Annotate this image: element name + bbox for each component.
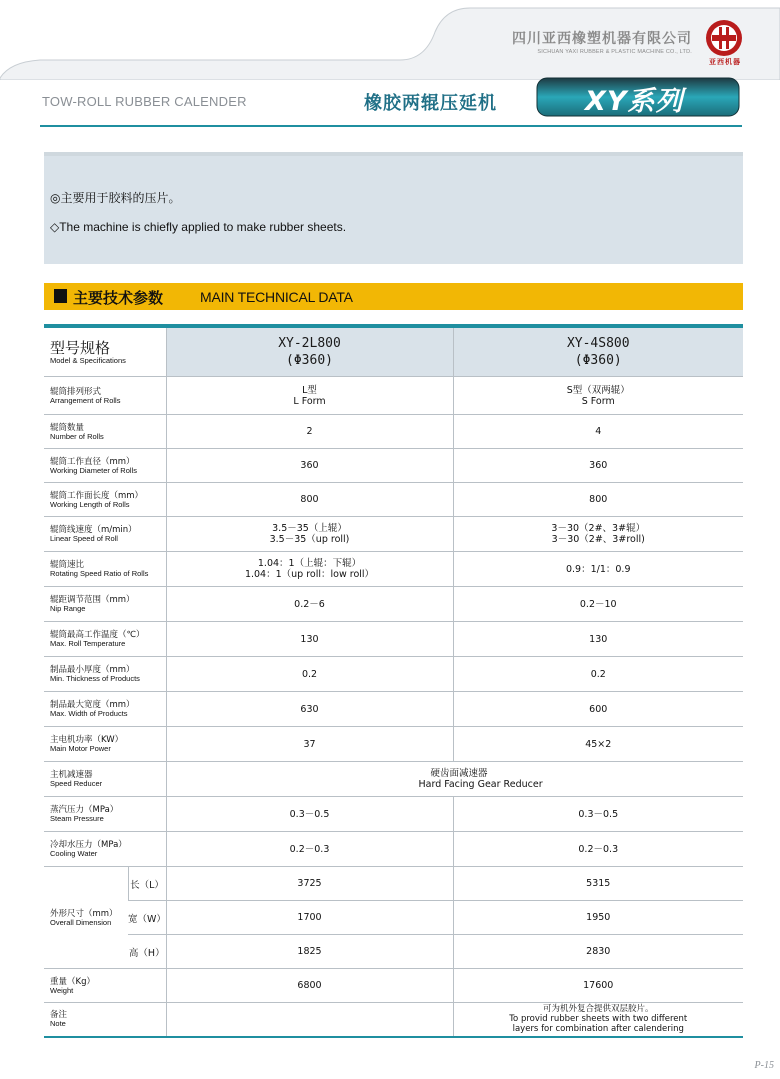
table-row	[44, 622, 743, 657]
cell-value: 630	[166, 692, 453, 727]
row-label-en: Overall Dimension	[50, 917, 112, 927]
cell-value: S型（双两辊）	[566, 384, 630, 396]
row-label-en: Number of Rolls	[50, 431, 104, 441]
row-label-cn: 冷却水压力（MPa）	[50, 840, 127, 850]
row-label-en: Min. Thickness of Products	[50, 674, 140, 683]
cell-value: 可为机外复合提供双层胶片。	[542, 1004, 654, 1015]
section-square-icon	[54, 289, 67, 303]
table-header-row	[44, 326, 743, 377]
table-row	[44, 657, 743, 692]
section-title-en: MAIN TECHNICAL DATA	[200, 289, 353, 305]
row-label-cn: 外形尺寸（mm）	[50, 908, 118, 919]
cell-value: 0.2－6	[166, 587, 453, 622]
cell-value: 4	[453, 415, 743, 449]
row-label-cn: 辊筒速比	[50, 560, 85, 570]
dimension-sub-label: 高（H）	[128, 935, 166, 969]
cell-value: 0.2	[166, 657, 453, 692]
row-label-en: Steam Pressure	[50, 814, 104, 823]
row-label-en: Nip Range	[50, 604, 86, 613]
model-2-size: (Φ360)	[574, 353, 622, 368]
section-header	[44, 283, 743, 310]
model-2-name: XY-4S800	[566, 336, 630, 351]
cell-value: To provid rubber sheets with two different	[509, 1014, 688, 1025]
row-label-cn: 制品最小厚度（mm）	[50, 665, 135, 675]
cell-value: 0.3－0.5	[453, 797, 743, 832]
row-label-cn: 主机减速器	[50, 770, 93, 780]
cell-value: 1.04：1（上辊：下辊）	[257, 558, 362, 569]
header-label-en: Model & Specifications	[50, 355, 126, 365]
table-row	[44, 797, 743, 832]
cell-value: 1825	[166, 935, 453, 969]
table-row	[44, 587, 743, 622]
company-name-cn: 四川亚西橡塑机器有限公司	[512, 30, 692, 46]
cell-value: S Form	[581, 395, 615, 407]
company-name	[512, 28, 692, 55]
cell-value: 800	[453, 483, 743, 517]
header-divider	[40, 125, 742, 127]
row-label-cn: 辊筒工作直径（mm）	[50, 456, 135, 467]
row-label-en: Note	[50, 1019, 66, 1029]
cell-value: 600	[453, 692, 743, 727]
cell-value: 0.9：1/1：0.9	[453, 552, 743, 587]
description-cn: ◎主要用于胶料的压片。	[50, 191, 181, 205]
cell-value: 2	[166, 415, 453, 449]
cell-value: 0.2	[453, 657, 743, 692]
cell-value: 360	[453, 449, 743, 483]
logo-caption: 亚西机器	[709, 58, 741, 66]
cell-value: 37	[166, 727, 453, 762]
cell-value: 17600	[453, 969, 743, 1003]
row-label-en: Max. Roll Temperature	[50, 639, 126, 648]
dimension-sub-label: 长（L）	[128, 867, 166, 901]
cell-value: 0.2－0.3	[453, 832, 743, 867]
cell-value: 45×2	[453, 727, 743, 762]
table-row	[44, 867, 743, 901]
description-en: ◇The machine is chiefly applied to make rubber sheets.	[50, 220, 347, 234]
row-label-en: Linear Speed of Roll	[50, 534, 118, 543]
table-row	[44, 377, 743, 415]
header-cn-title: 橡胶两辊压延机	[364, 93, 497, 114]
row-label-en: Main Motor Power	[50, 744, 111, 753]
cell-value: 3725	[166, 867, 453, 901]
company-logo-icon	[704, 18, 744, 58]
table-row	[44, 449, 743, 483]
row-label-cn: 辊筒线速度（m/min）	[50, 525, 137, 535]
cell-value: 3－30（2#、3#辊）	[551, 523, 646, 534]
row-label-cn: 主电机功率（KW）	[50, 735, 124, 745]
cell-value: 5315	[453, 867, 743, 901]
cell-value: Hard Facing Gear Reducer	[418, 779, 543, 790]
cell-value: 3.5－35（上辊）	[272, 523, 347, 534]
model-1-size: (Φ360)	[286, 353, 333, 368]
row-label-en: Weight	[50, 985, 74, 995]
cell-value: L型	[302, 384, 317, 396]
series-label: XY系列	[585, 86, 684, 117]
cell-value: 130	[453, 622, 743, 657]
cell-value: 3.5－35（up roll)	[269, 534, 350, 545]
cell-value: 0.3－0.5	[166, 797, 453, 832]
row-label-cn: 重量（Kg）	[50, 976, 95, 987]
cell-value: 0.2－10	[453, 587, 743, 622]
section-title-cn: 主要技术参数	[73, 289, 164, 307]
cell-value: layers for combination after calendering	[512, 1024, 684, 1035]
row-label-en: Cooling Water	[50, 849, 98, 858]
table-row	[44, 901, 743, 935]
header-label-cn: 型号规格	[50, 338, 111, 357]
row-label-cn: 蒸汽压力（MPa）	[50, 805, 119, 815]
cell-value: 6800	[166, 969, 453, 1003]
cell-value: 3－30（2#、3#roll)	[551, 534, 645, 545]
row-label-cn: 辊距调节范围（mm）	[50, 595, 135, 605]
table-row	[44, 969, 743, 1003]
row-label-en: Working Length of Rolls	[50, 499, 130, 509]
company-name-en: SICHUAN YAXI RUBBER & PLASTIC MACHINE CO., LTD.	[537, 49, 692, 55]
cell-value: 1950	[453, 901, 743, 935]
table-row	[44, 415, 743, 449]
table-row	[44, 762, 743, 797]
row-label-en: Working Diameter of Rolls	[50, 465, 137, 475]
row-label-cn: 制品最大宽度（mm）	[50, 700, 135, 710]
cell-value: 硬齿面减速器	[430, 768, 488, 779]
table-row	[44, 727, 743, 762]
row-label-en: Arrangement of Rolls	[50, 395, 121, 405]
spec-table	[44, 324, 743, 1038]
cell-value	[166, 1003, 453, 1037]
table-row	[44, 552, 743, 587]
row-label-cn: 辊筒数量	[50, 422, 85, 433]
cell-value: 130	[166, 622, 453, 657]
table-row	[44, 517, 743, 552]
cell-value: 1.04：1（up roll：low roll）	[244, 569, 375, 580]
table-row	[44, 483, 743, 517]
cell-value: L Form	[293, 395, 326, 407]
cell-value: 2830	[453, 935, 743, 969]
row-label-cn: 辊筒最高工作温度（℃）	[50, 630, 145, 640]
table-row	[44, 692, 743, 727]
row-label-en: Rotating Speed Ratio of Rolls	[50, 569, 149, 578]
header-en-title: TOW-ROLL RUBBER CALENDER	[42, 94, 247, 109]
cell-value: 0.2－0.3	[166, 832, 453, 867]
row-label-cn: 备注	[50, 1010, 68, 1021]
row-label-en: Speed Reducer	[50, 779, 103, 788]
model-2-header	[453, 326, 743, 377]
cell-value: 800	[166, 483, 453, 517]
dimension-sub-label: 宽（W）	[128, 901, 166, 935]
header-label-cell	[44, 326, 166, 377]
row-label-en: Max. Width of Products	[50, 709, 128, 718]
table-row	[44, 1003, 743, 1037]
cell-value: 360	[166, 449, 453, 483]
row-label-cn: 辊筒排列形式	[50, 386, 102, 397]
page-number: P-15	[754, 1060, 774, 1071]
table-row	[44, 832, 743, 867]
row-label-cn: 辊筒工作面长度（mm）	[50, 490, 144, 501]
table-row	[44, 935, 743, 969]
model-1-name: XY-2L800	[278, 336, 341, 351]
description-box	[44, 152, 743, 264]
model-1-header	[166, 326, 453, 377]
cell-value: 1700	[166, 901, 453, 935]
